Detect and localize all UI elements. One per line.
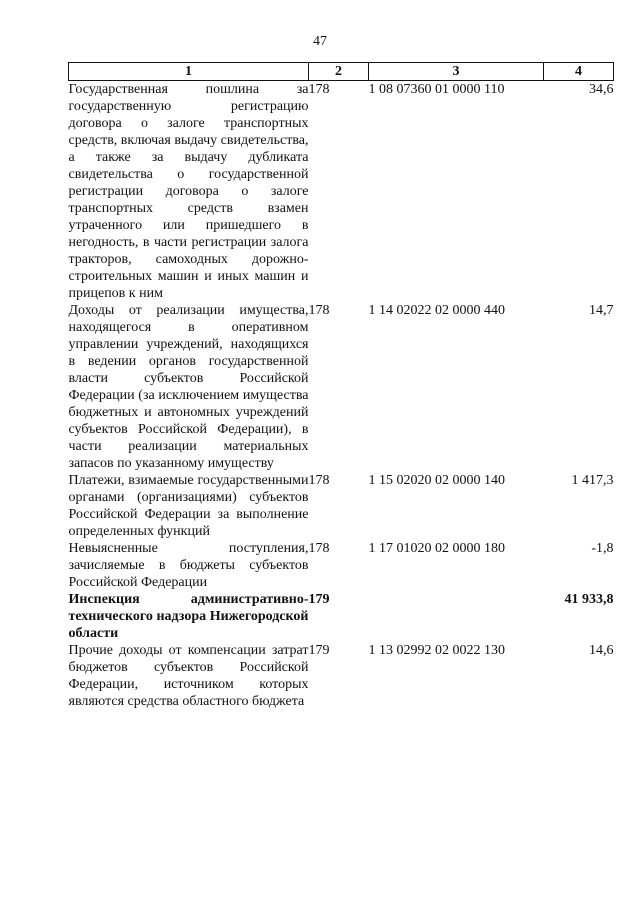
page-number: 47	[313, 34, 327, 49]
row-name: Государственная пошлина за государственную регистрацию договора о залоге транспортных средств, включая выдачу свидетельства, а также за выдачу дубликата свидетельства о государственной регистрации договора о залоге транспортных средств взамен утраченного или пришедшего в негодность, в части регистрации залога тракторов, самоходных дорожно-строительных машин и иных машин и прицепов к ним	[68, 82, 309, 301]
column-header-2: 2	[309, 63, 369, 81]
table-row	[69, 302, 614, 472]
row-amount: 34,6	[589, 82, 614, 97]
row-admin-code: 178	[308, 541, 330, 556]
row-admin-code: 179	[308, 592, 330, 607]
row-budget-code: 1 14 02022 02 0000 440	[368, 303, 505, 318]
row-name: Прочие доходы от компенсации затрат бюджетов субъектов Российской Федерации, источником которых являются средства областного бюджета	[68, 643, 309, 709]
row-name: Платежи, взимаемые государственными органами (организациями) субъектов Российской Федерации за выполнение определенных функций	[68, 473, 309, 539]
revenue-table	[68, 62, 614, 710]
table-header	[69, 63, 614, 81]
table-body	[69, 81, 614, 711]
row-admin-code: 178	[308, 473, 330, 488]
row-amount: 14,6	[589, 643, 614, 658]
row-name: Инспекция административно-технического надзора Нижегородской области	[68, 592, 309, 641]
row-admin-code: 178	[308, 303, 330, 318]
row-name: Доходы от реализации имущества, находящегося в оперативном управлении учреждений, находящихся в ведении органов государственной власти субъектов Российской Федерации (за исключением имущества бюджетных и автономных учреждений субъектов Российской Федерации), в части реализации материальных запасов по указанному имуществу	[68, 303, 309, 471]
column-header-1: 1	[69, 63, 309, 81]
row-budget-code	[369, 591, 544, 642]
row-budget-code: 1 13 02992 02 0022 130	[368, 643, 505, 658]
row-budget-code: 1 17 01020 02 0000 180	[368, 541, 505, 556]
row-budget-code: 1 15 02020 02 0000 140	[368, 473, 505, 488]
row-amount: -1,8	[591, 541, 614, 556]
column-header-3: 3	[369, 63, 544, 81]
table-row-section	[69, 591, 614, 642]
table-row	[69, 472, 614, 540]
row-budget-code: 1 08 07360 01 0000 110	[368, 82, 505, 97]
table-row	[69, 81, 614, 303]
column-header-4: 4	[544, 63, 614, 81]
table-row	[69, 540, 614, 591]
row-name: Невыясненные поступления, зачисляемые в бюджеты субъектов Российской Федерации	[68, 541, 309, 590]
row-admin-code: 178	[308, 82, 330, 97]
row-admin-code: 179	[308, 643, 330, 658]
row-amount: 41 933,8	[564, 592, 614, 607]
row-amount: 1 417,3	[571, 473, 614, 488]
row-amount: 14,7	[589, 303, 614, 318]
table-row	[69, 642, 614, 710]
